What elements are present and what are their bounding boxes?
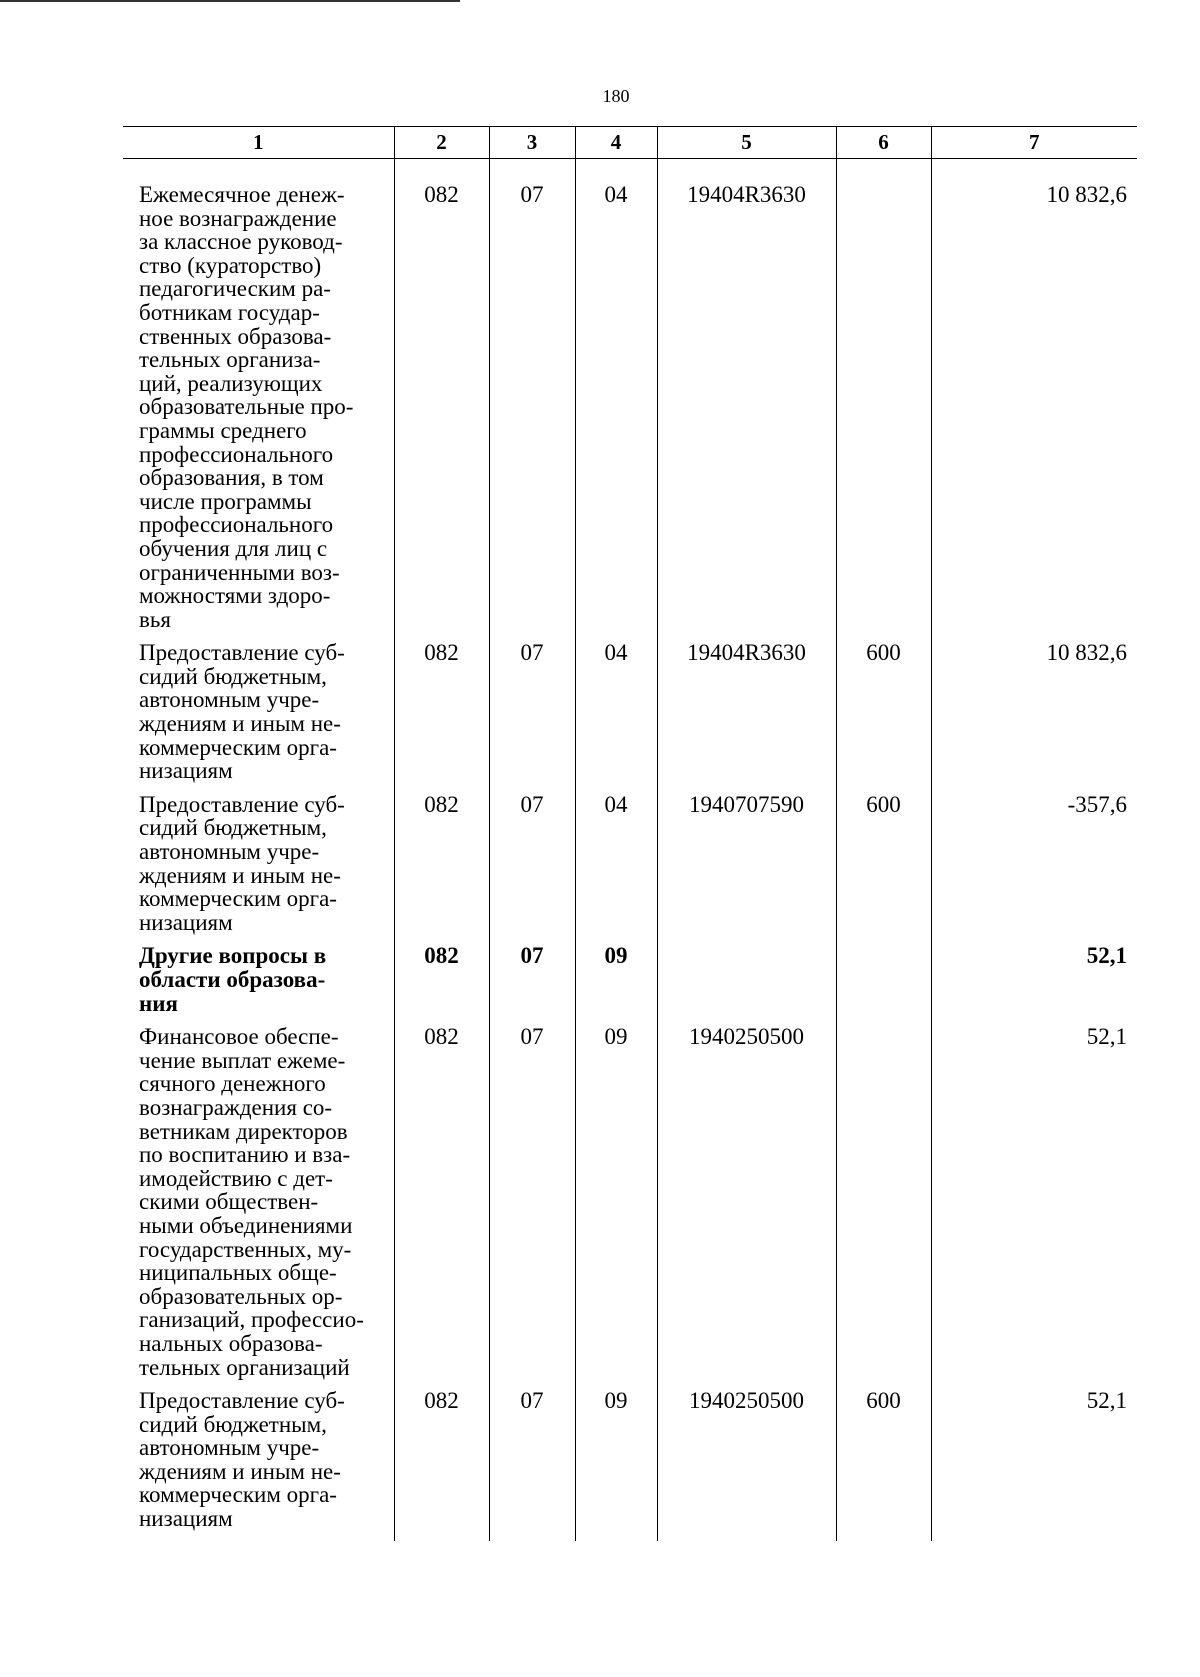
table-body	[123, 159, 1137, 1541]
row-description: Ежемесячное денеж- ное вознаграждение за классное руковод- ство (кураторство) педагогическим ра- ботникам государ- ственных образова- тельных организа- ций, реализующих образовательные про- граммы среднего профессионального образования, в том числе программы профессионального обучения для лиц с ограниченными воз- можностями здоро- вья	[139, 182, 354, 632]
row-col-4: 09	[575, 1389, 657, 1541]
row-col-7-amount: -357,6	[931, 793, 1137, 945]
row-col-6	[836, 944, 931, 1025]
row-col-5: 1940250500	[657, 1389, 836, 1541]
row-description: Предоставление суб- сидий бюджетным, автономным учре- ждениям и иным не- коммерческим орга- низациям	[139, 1388, 345, 1532]
row-col-3: 07	[489, 159, 575, 642]
row-description: Предоставление суб- сидий бюджетным, автономным учре- ждениям и иным не- коммерческим орга- низациям	[139, 640, 345, 784]
row-description: Предоставление суб- сидий бюджетным, автономным учре- ждениям и иным не- коммерческим орга- низациям	[139, 791, 345, 935]
table-row	[123, 793, 1137, 945]
row-col-6	[836, 1025, 931, 1389]
row-col-3: 07	[489, 793, 575, 945]
header-col-2: 2	[394, 127, 489, 159]
header-col-6: 6	[836, 127, 931, 159]
row-col-6: 600	[836, 793, 931, 945]
row-col-2: 082	[394, 1389, 489, 1541]
page-number: 180	[602, 86, 630, 106]
table-header-row	[123, 127, 1137, 159]
row-col-4: 09	[575, 1025, 657, 1389]
row-col-4: 09	[575, 944, 657, 1025]
row-col-5: 1940707590	[657, 793, 836, 945]
table-row	[123, 944, 1137, 1025]
table-row	[123, 1025, 1137, 1389]
row-col-5: 1940250500	[657, 1025, 836, 1389]
header-col-7: 7	[931, 127, 1137, 159]
row-col-2: 082	[394, 159, 489, 642]
scan-top-rule	[0, 0, 460, 2]
header-col-4: 4	[575, 127, 657, 159]
row-col-5: 19404R3630	[657, 159, 836, 642]
row-col-5	[657, 944, 836, 1025]
table-row	[123, 159, 1137, 642]
row-col-6: 600	[836, 641, 931, 793]
row-col-3: 07	[489, 1389, 575, 1541]
row-col-4: 04	[575, 793, 657, 945]
row-col-7-amount: 10 832,6	[931, 641, 1137, 793]
row-col-3: 07	[489, 1025, 575, 1389]
header-col-5: 5	[657, 127, 836, 159]
row-col-7-amount: 10 832,6	[931, 159, 1137, 642]
row-col-3: 07	[489, 641, 575, 793]
row-col-6: 600	[836, 1389, 931, 1541]
row-col-7-amount: 52,1	[931, 1389, 1137, 1541]
row-col-5: 19404R3630	[657, 641, 836, 793]
table-row	[123, 1389, 1137, 1541]
row-description: Другие вопросы в области образова- ния	[139, 943, 327, 1016]
row-description: Финансовое обеспе- чение выплат ежеме- сячного денежного вознаграждения со- ветникам директоров по воспитанию и вза- имодействию с дет- скими обществен- ными объединениями государственных, му- ниципальных обще- образовательных ор- ганизаций, профессио- нальных образова- тельных организаций	[139, 1024, 364, 1380]
row-col-3: 07	[489, 944, 575, 1025]
row-col-7-amount: 52,1	[931, 1025, 1137, 1389]
header-col-1: 1	[123, 127, 394, 159]
row-col-7-amount: 52,1	[931, 944, 1137, 1025]
row-col-6	[836, 159, 931, 642]
row-col-4: 04	[575, 641, 657, 793]
budget-table	[123, 126, 1137, 1541]
row-col-2: 082	[394, 641, 489, 793]
row-col-2: 082	[394, 793, 489, 945]
table-row	[123, 641, 1137, 793]
budget-table-container	[123, 126, 1137, 1541]
header-col-3: 3	[489, 127, 575, 159]
row-col-2: 082	[394, 1025, 489, 1389]
row-col-4: 04	[575, 159, 657, 642]
row-col-2: 082	[394, 944, 489, 1025]
